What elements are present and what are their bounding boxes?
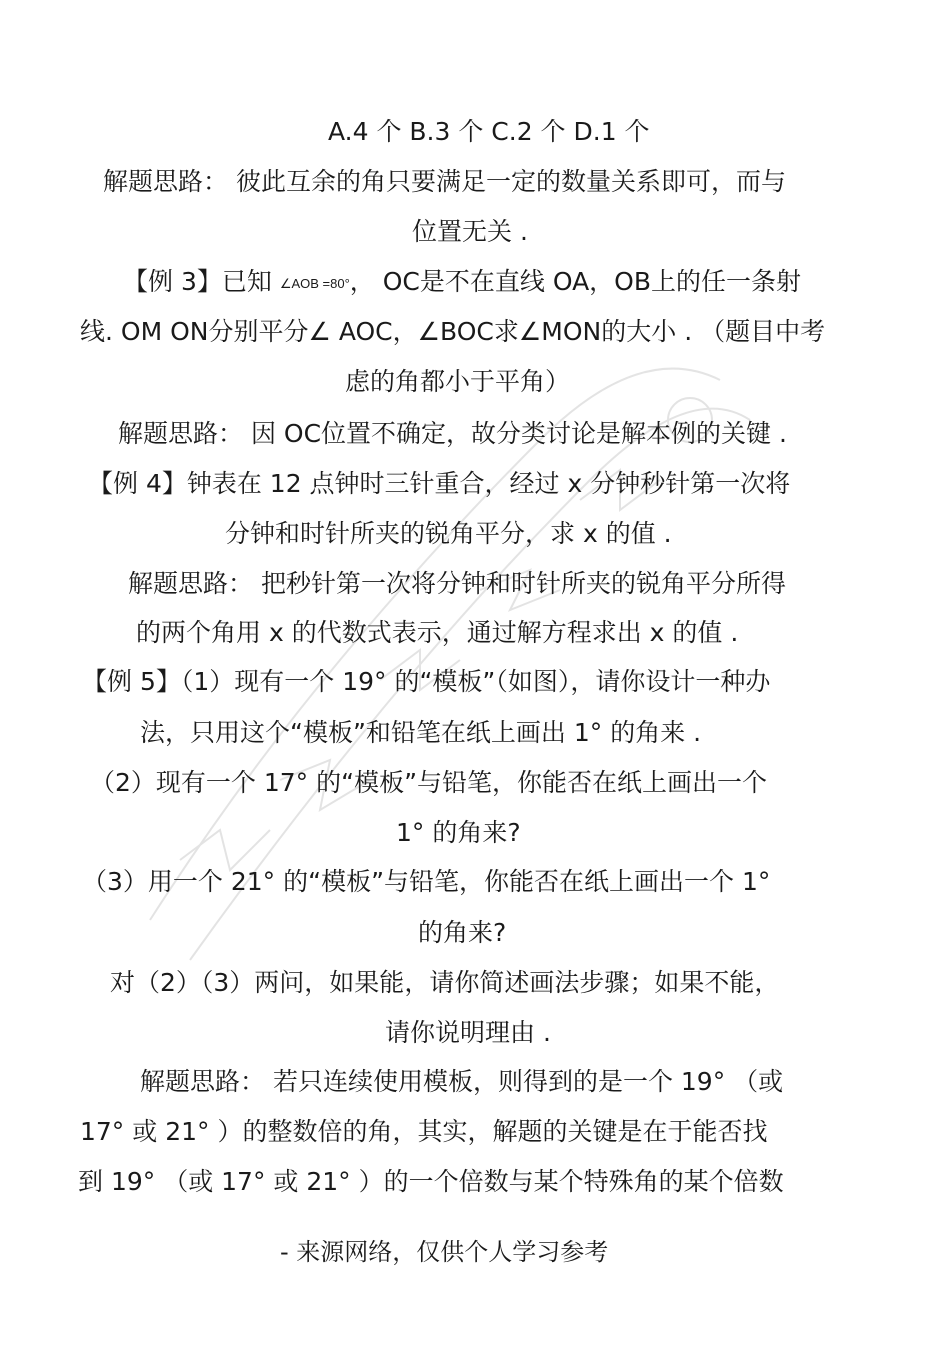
angle-aob-value: ∠AOB =80° xyxy=(279,276,350,291)
text-line-9: 分钟和时针所夹的锐角平分，求 x 的值 . xyxy=(225,519,672,548)
text-line-6: 虑的角都小于平角） xyxy=(345,367,571,396)
text-line-1: A.4 个 B.3 个 C.2 个 D.1 个 xyxy=(328,117,650,146)
text-line-12: 【例 5】（1）现有一个 19° 的“模板”（如图），请你设计一种办 xyxy=(82,667,771,696)
text-line-15: 1° 的角来? xyxy=(396,818,521,847)
text-line-17: 的角来? xyxy=(418,918,507,947)
text-line-8: 【例 4】钟表在 12 点钟时三针重合，经过 x 分钟秒针第一次将 xyxy=(88,469,791,498)
text-line-16: （3）用一个 21° 的“模板”与铅笔，你能否在纸上画出一个 1° xyxy=(82,867,771,896)
page-footer: - 来源网络，仅供个人学习参考 xyxy=(280,1238,609,1266)
example-3-suffix: ， OC是不在直线 OA，OB上的任一条射 xyxy=(349,267,801,296)
text-line-22: 到 19° （或 17° 或 21° ）的一个倍数与某个特殊角的某个倍数 xyxy=(78,1167,784,1196)
text-line-2: 解题思路： 彼此互余的角只要满足一定的数量关系即可，而与 xyxy=(103,167,786,196)
text-line-18: 对（2）（3）两问，如果能，请你简述画法步骤；如果不能， xyxy=(110,968,780,997)
text-line-11: 的两个角用 x 的代数式表示，通过解方程求出 x 的值 . xyxy=(136,618,739,647)
text-line-13: 法，只用这个“模板”和铅笔在纸上画出 1° 的角来 . xyxy=(140,718,702,747)
text-line-19: 请你说明理由 . xyxy=(385,1018,551,1047)
example-3-prefix: 【例 3】已知 xyxy=(123,267,280,296)
text-line-21: 17° 或 21° ）的整数倍的角，其实，解题的关键是在于能否找 xyxy=(80,1117,768,1146)
text-line-4 xyxy=(123,265,801,301)
text-line-7: 解题思路： 因 OC位置不确定，故分类讨论是解本例的关键 . xyxy=(118,419,787,448)
text-line-3: 位置无关 . xyxy=(412,217,528,246)
text-line-14: （2）现有一个 17° 的“模板”与铅笔，你能否在纸上画出一个 xyxy=(90,768,768,797)
text-line-20: 解题思路： 若只连续使用模板，则得到的是一个 19° （或 xyxy=(140,1067,784,1096)
text-line-10: 解题思路： 把秒针第一次将分钟和时针所夹的锐角平分所得 xyxy=(128,569,786,598)
text-line-5: 线. OM ON分别平分∠ AOC，∠BOC求∠MON的大小 . （题目中考 xyxy=(80,317,826,346)
